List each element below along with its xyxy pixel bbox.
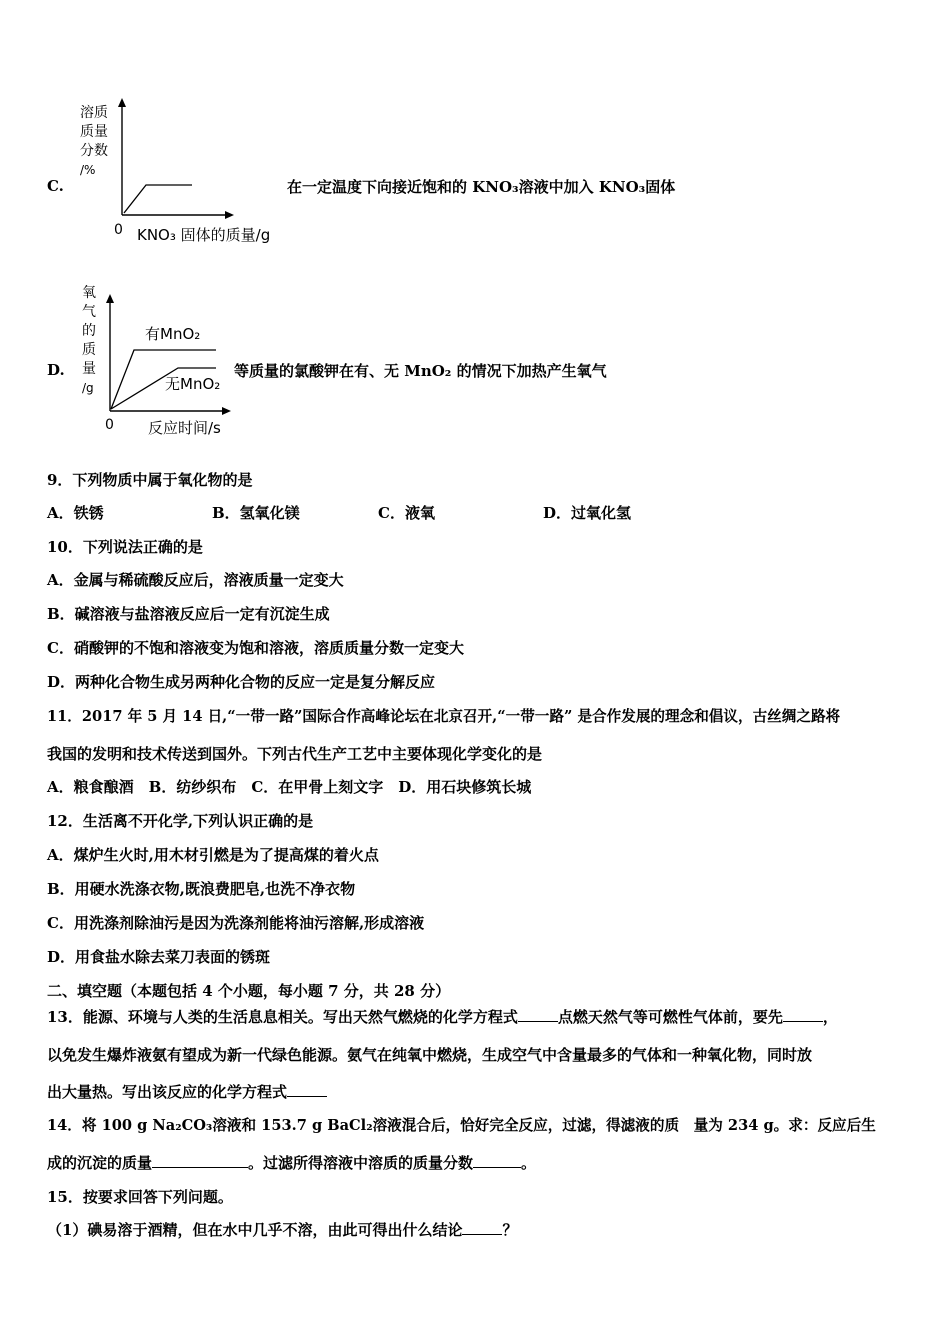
q13-blank-1[interactable] xyxy=(518,1007,558,1022)
graph-d-ylabel-3: 的 xyxy=(82,323,96,339)
q9-stem: 9．下列物质中属于氧化物的是 xyxy=(47,471,253,489)
q9-option-c: C．液氧 xyxy=(378,504,435,522)
q12-stem: 12．生活离不开化学,下列认识正确的是 xyxy=(47,812,314,830)
graph-d-plot xyxy=(100,290,240,420)
q10-option-b: B．碱溶液与盐溶液反应后一定有沉淀生成 xyxy=(47,605,330,623)
graph-d-ylabel-1: 氧 xyxy=(82,285,96,301)
q10-option-c: C．硝酸钾的不饱和溶液变为饱和溶液，溶质质量分数一定变大 xyxy=(47,639,464,657)
graph-c-plot xyxy=(110,95,240,225)
graph-d-curve2-label: 无MnO₂ xyxy=(165,375,221,393)
graph-c-xlabel: KNO₃ 固体的质量/g xyxy=(137,226,271,244)
q15-blank-1[interactable] xyxy=(462,1220,502,1235)
q12-option-b: B．用硬水洗涤衣物,既浪费肥皂,也洗不净衣物 xyxy=(47,880,356,898)
q13-line2: 以免发生爆炸液氨有望成为新一代绿色能源。氨气在纯氧中燃烧，生成空气中含量最多的气体和一种氧化物，同时放 xyxy=(47,1046,813,1064)
section-2-heading: 二、填空题（本题包括 4 个小题，每小题 7 分，共 28 分） xyxy=(47,982,451,1000)
graph-d-ylabel-2: 气 xyxy=(82,304,96,320)
graph-c-ylabel-4: /% xyxy=(80,163,96,177)
graph-c-ylabel-2: 质量 xyxy=(80,124,108,140)
q13-text-d: 出大量热。写出该反应的化学方程式 xyxy=(47,1083,288,1101)
graph-c-ylabel xyxy=(80,104,108,180)
q15-sub1 xyxy=(47,1220,517,1240)
q13-line1 xyxy=(47,1007,838,1027)
q10-option-d: D．两种化合物生成另两种化合物的反应一定是复分解反应 xyxy=(47,673,436,691)
q12-option-a: A．煤炉生火时,用木材引燃是为了提高煤的着火点 xyxy=(47,846,379,864)
graph-d-label: D. xyxy=(47,361,65,379)
q14-text-b: 。过滤所得溶液中溶质的质量分数 xyxy=(248,1154,474,1172)
q13-text-b: 点燃天然气等可燃性气体前，要先 xyxy=(557,1008,783,1026)
q9-option-a: A．铁锈 xyxy=(47,504,104,522)
graph-c-label: C. xyxy=(47,177,64,195)
q15-stem: 15．按要求回答下列问题。 xyxy=(47,1188,233,1206)
graph-d-xlabel: 反应时间/s xyxy=(148,419,221,437)
graph-c-description: 在一定温度下向接近饱和的 KNO₃溶液中加入 KNO₃固体 xyxy=(287,178,676,196)
q14-text-c: 。 xyxy=(521,1154,537,1172)
q15-sub1-text: （1）碘易溶于酒精，但在水中几乎不溶，由此可得出什么结论 xyxy=(47,1221,463,1239)
graph-c-x-arrow xyxy=(225,211,234,219)
q14-line2 xyxy=(47,1153,536,1173)
graph-d-origin: 0 xyxy=(105,417,114,433)
graph-d-x-arrow xyxy=(222,407,231,415)
q9-option-b: B．氢氧化镁 xyxy=(212,504,300,522)
q12-option-c: C．用洗涤剂除油污是因为洗涤剂能将油污溶解,形成溶液 xyxy=(47,914,425,932)
graph-c-curve xyxy=(124,185,192,213)
graph-d-ylabel-4: 质 xyxy=(82,342,96,358)
q13-line3 xyxy=(47,1082,327,1102)
graph-d-ylabel-6: /g xyxy=(82,381,94,395)
q9-option-d: D．过氧化氢 xyxy=(543,504,632,522)
q13-text-c: ， xyxy=(822,1008,838,1026)
graph-d-ylabel-5: 量 xyxy=(82,361,96,377)
graph-d-description: 等质量的氯酸钾在有、无 MnO₂ 的情况下加热产生氧气 xyxy=(234,362,607,380)
q11-stem-line1: 11．2017 年 5 月 14 日,“一带一路”国际合作高峰论坛在北京召开,“一带一路” 是合作发展的理念和倡议，古丝绸之路将 xyxy=(47,708,841,725)
q11-stem-line2: 我国的发明和技术传送到国外。下列古代生产工艺中主要体现化学变化的是 xyxy=(47,745,543,763)
q14-line1: 14．将 100 g Na₂CO₃溶液和 153.7 g BaCl₂溶液混合后，恰好完全反应，过滤，得滤液的质 量为 234 g。求：反应后生 xyxy=(47,1117,876,1134)
graph-c-origin: 0 xyxy=(114,222,123,238)
q13-text-a: 13．能源、环境与人类的生活息息相关。写出天然气燃烧的化学方程式 xyxy=(47,1008,518,1026)
graph-d-curve1-label: 有MnO₂ xyxy=(145,325,201,343)
q13-blank-2[interactable] xyxy=(783,1007,823,1022)
graph-d-ylabel xyxy=(82,284,96,398)
graph-c-ylabel-1: 溶质 xyxy=(80,105,108,121)
q14-blank-2[interactable] xyxy=(473,1153,521,1168)
q13-blank-3[interactable] xyxy=(287,1082,327,1097)
q10-stem: 10．下列说法正确的是 xyxy=(47,538,203,556)
q14-text-a: 成的沉淀的质量 xyxy=(47,1154,153,1172)
q14-blank-1[interactable] xyxy=(152,1153,248,1168)
graph-c-ylabel-3: 分数 xyxy=(80,143,108,159)
graph-c-y-arrow xyxy=(118,98,126,107)
q10-option-a: A．金属与稀硫酸反应后，溶液质量一定变大 xyxy=(47,571,344,589)
q12-option-d: D．用食盐水除去菜刀表面的锈斑 xyxy=(47,948,271,966)
q11-options: A．粮食酿酒 B．纺纱织布 C．在甲骨上刻文字 D．用石块修筑长城 xyxy=(47,778,532,796)
q15-sub1-end: ？ xyxy=(502,1221,518,1239)
graph-d-y-arrow xyxy=(106,294,114,303)
